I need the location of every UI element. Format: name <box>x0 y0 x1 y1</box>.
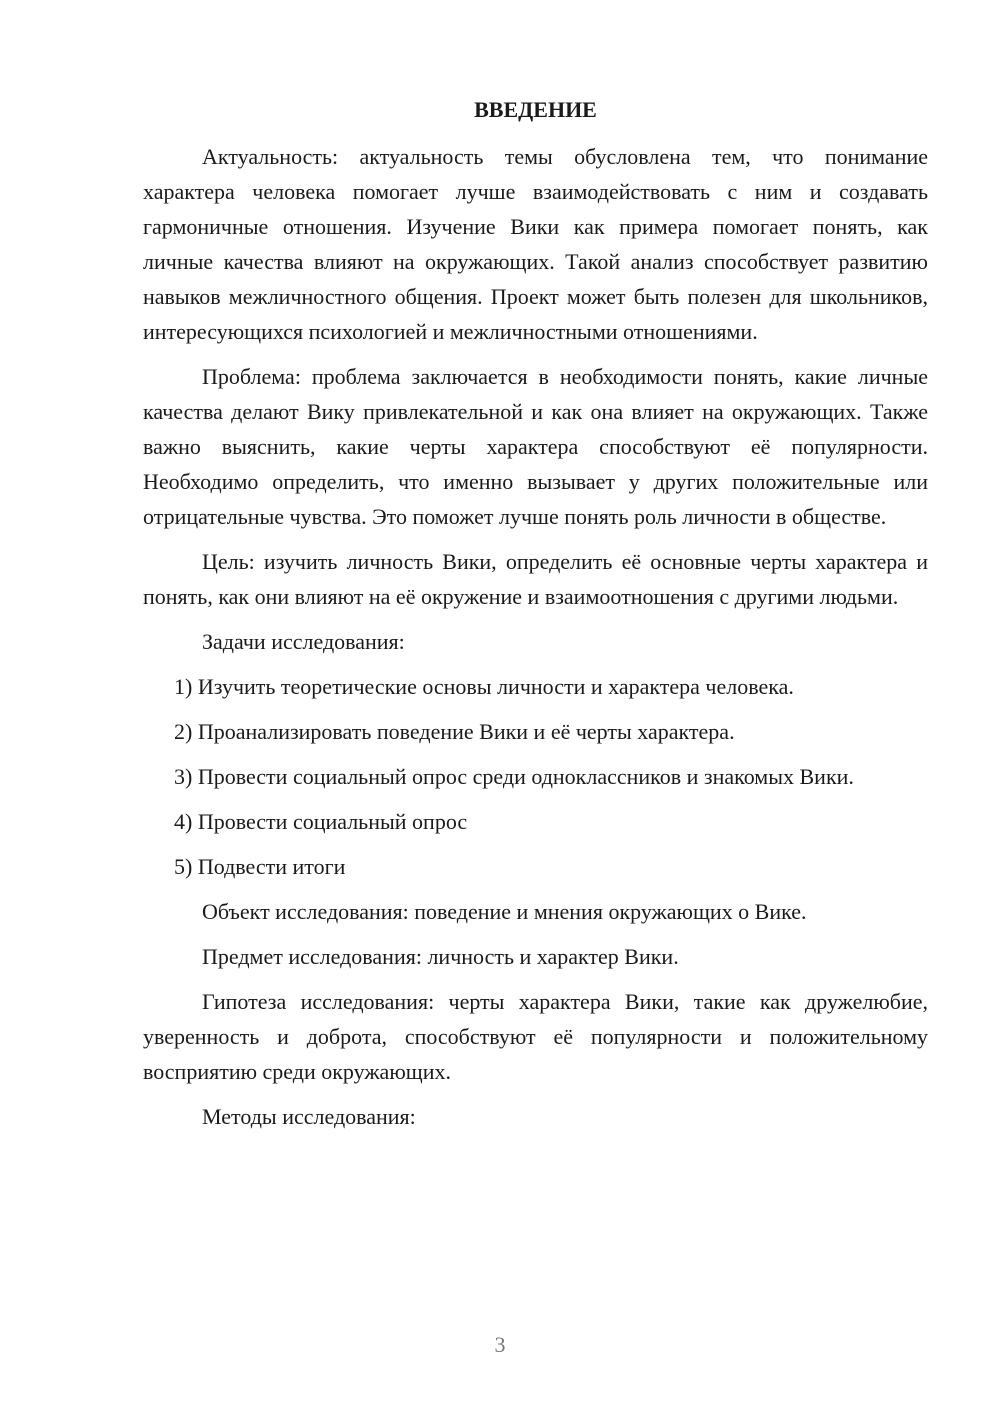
paragraph-relevance: Актуальность: актуальность темы обусловлена тем, что понимание характера человека помогает лучше взаимодействовать с ним и создавать гармоничные отношения. Изучение Вики как примера помогает понять, как личные качества влияют на окружающих. Такой анализ способствует развитию навыков межличностного общения. Проект может быть полезен для школьников, интересующихся психологией и межличностными отношениями. <box>143 144 928 344</box>
tasks-heading: Задачи исследования: <box>202 629 405 654</box>
paragraph-goal: Цель: изучить личность Вики, определить её основные черты характера и понять, как они влияют на её окружение и взаимоотношения с другими людьми. <box>143 549 928 609</box>
methods-heading: Методы исследования: <box>202 1104 416 1129</box>
paragraph-problem: Проблема: проблема заключается в необходимости понять, какие личные качества делают Вику привлекательной и как она влияет на окружающих. Также важно выяснить, какие черты характера способствуют её популярности. Необходимо определить, что именно вызывает у других положительные или отрицательные чувства. Это поможет лучше понять роль личности в обществе. <box>143 364 928 529</box>
task-item: 2) Проанализировать поведение Вики и её черты характера. <box>174 719 735 744</box>
task-item: 5) Подвести итоги <box>174 854 346 879</box>
paragraph-object: Объект исследования: поведение и мнения окружающих о Вике. <box>202 899 807 924</box>
task-item: 4) Провести социальный опрос <box>174 809 468 834</box>
page-title: ВВЕДЕНИЕ <box>474 97 597 122</box>
task-item: 1) Изучить теоретические основы личности и характера человека. <box>174 674 794 699</box>
task-item: 3) Провести социальный опрос среди одноклассников и знакомых Вики. <box>174 764 854 789</box>
paragraph-hypothesis: Гипотеза исследования: черты характера Вики, такие как дружелюбие, уверенность и доброта, способствуют её популярности и положительному восприятию среди окружающих. <box>143 989 928 1084</box>
document-page <box>143 92 928 1144</box>
paragraph-subject: Предмет исследования: личность и характер Вики. <box>202 944 679 969</box>
page-number: 3 <box>494 1332 506 1357</box>
